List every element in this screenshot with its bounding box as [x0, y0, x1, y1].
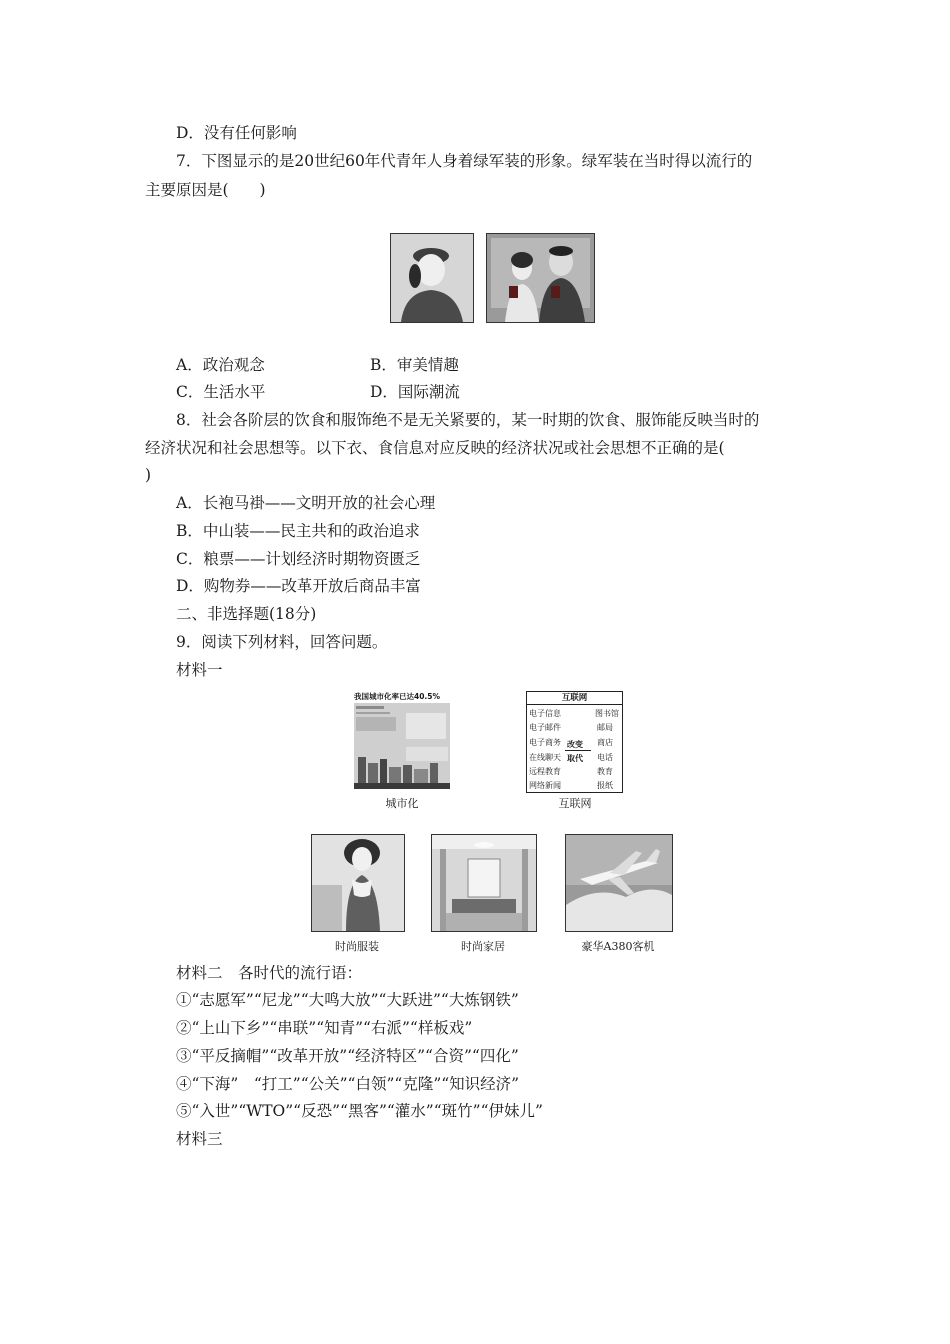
urbanization-title: 我国城市化率已达40.5% — [354, 692, 441, 701]
q9-stem: 9．阅读下列材料，回答问题。 — [176, 633, 388, 651]
internet-right-5: 教育 — [597, 767, 613, 776]
q8-stem-line1: 8．社会各阶层的饮食和服饰绝不是无关紧要的，某一时期的饮食、服饰能反映当时的 — [176, 411, 760, 429]
q8-option-b: B．中山装——民主共和的政治追求 — [176, 522, 420, 540]
material3-label: 材料三 — [176, 1130, 223, 1148]
internet-right-1: 图书馆 — [595, 709, 619, 718]
q7-option-a: A．政治观念 — [176, 356, 265, 374]
internet-center-bottom: 取代 — [567, 754, 583, 763]
slogan-1: ①“志愿军”“尼龙”“大鸣大放”“大跃进”“大炼钢铁” — [176, 991, 519, 1009]
plane-caption: 豪华A380客机 — [581, 940, 655, 953]
internet-right-4: 电话 — [597, 753, 613, 762]
photo-fashion-woman — [311, 834, 405, 932]
internet-title: 互联网 — [527, 692, 622, 705]
slogan-2: ②“上山下乡”“串联”“知青”“右派”“样板戏” — [176, 1019, 473, 1037]
section2-title: 二、非选择题(18分) — [176, 605, 317, 623]
internet-right-6: 报纸 — [597, 781, 613, 790]
photo-a380-plane — [565, 834, 673, 932]
q7-stem-line1: 7．下图显示的是20世纪60年代青年人身着绿军装的形象。绿军装在当时得以流行的 — [176, 152, 753, 170]
q8-stem-line3: ) — [145, 466, 152, 484]
material2-label: 材料二 各时代的流行语： — [176, 964, 363, 982]
home-caption: 时尚家居 — [461, 940, 505, 953]
q7-option-b: B．审美情趣 — [370, 356, 459, 374]
internet-left-4: 在线聊天 — [529, 753, 561, 762]
q8-option-d: D．购物券——改革开放后商品丰富 — [176, 577, 421, 595]
internet-left-2: 电子邮件 — [529, 723, 561, 732]
slogan-4: ④“下海” “打工”“公关”“白领”“克隆”“知识经济” — [176, 1075, 520, 1093]
internet-right-3: 商店 — [597, 738, 613, 747]
photo-fashion-home — [431, 834, 537, 932]
q7-option-c: C．生活水平 — [176, 383, 266, 401]
q7-stem-line2: 主要原因是( ) — [145, 181, 266, 199]
internet-center-top: 改变 — [567, 740, 583, 749]
slogan-5: ⑤“入世”“WTO”“反恐”“黑客”“灌水”“斑竹”“伊妹儿” — [176, 1102, 543, 1120]
internet-left-1: 电子信息 — [529, 709, 561, 718]
q8-stem-line2: 经济状况和社会思想等。以下衣、食信息对应反映的经济状况或社会思想不正确的是( — [145, 439, 725, 457]
internet-left-5: 远程教育 — [529, 767, 561, 776]
material1-label: 材料一 — [176, 661, 223, 679]
internet-caption: 互联网 — [558, 797, 592, 810]
arrow-right-icon — [565, 750, 591, 751]
q8-option-a: A．长袍马褂——文明开放的社会心理 — [176, 494, 436, 512]
slogan-3: ③“平反摘帽”“改革开放”“经济特区”“合资”“四化” — [176, 1047, 519, 1065]
internet-left-6: 网络新闻 — [529, 781, 561, 790]
q6-option-d: D．没有任何影响 — [176, 124, 297, 142]
photo-couple-uniform — [486, 233, 595, 323]
photo-green-uniform-woman — [390, 233, 474, 323]
fashion-caption: 时尚服装 — [335, 940, 379, 953]
internet-right-2: 邮局 — [597, 723, 613, 732]
q7-option-d: D．国际潮流 — [370, 383, 460, 401]
urbanization-caption: 城市化 — [385, 797, 419, 810]
internet-left-3: 电子商务 — [529, 738, 561, 747]
urbanization-figure — [354, 691, 450, 789]
q8-option-c: C．粮票——计划经济时期物资匮乏 — [176, 550, 421, 568]
internet-figure — [526, 691, 623, 793]
